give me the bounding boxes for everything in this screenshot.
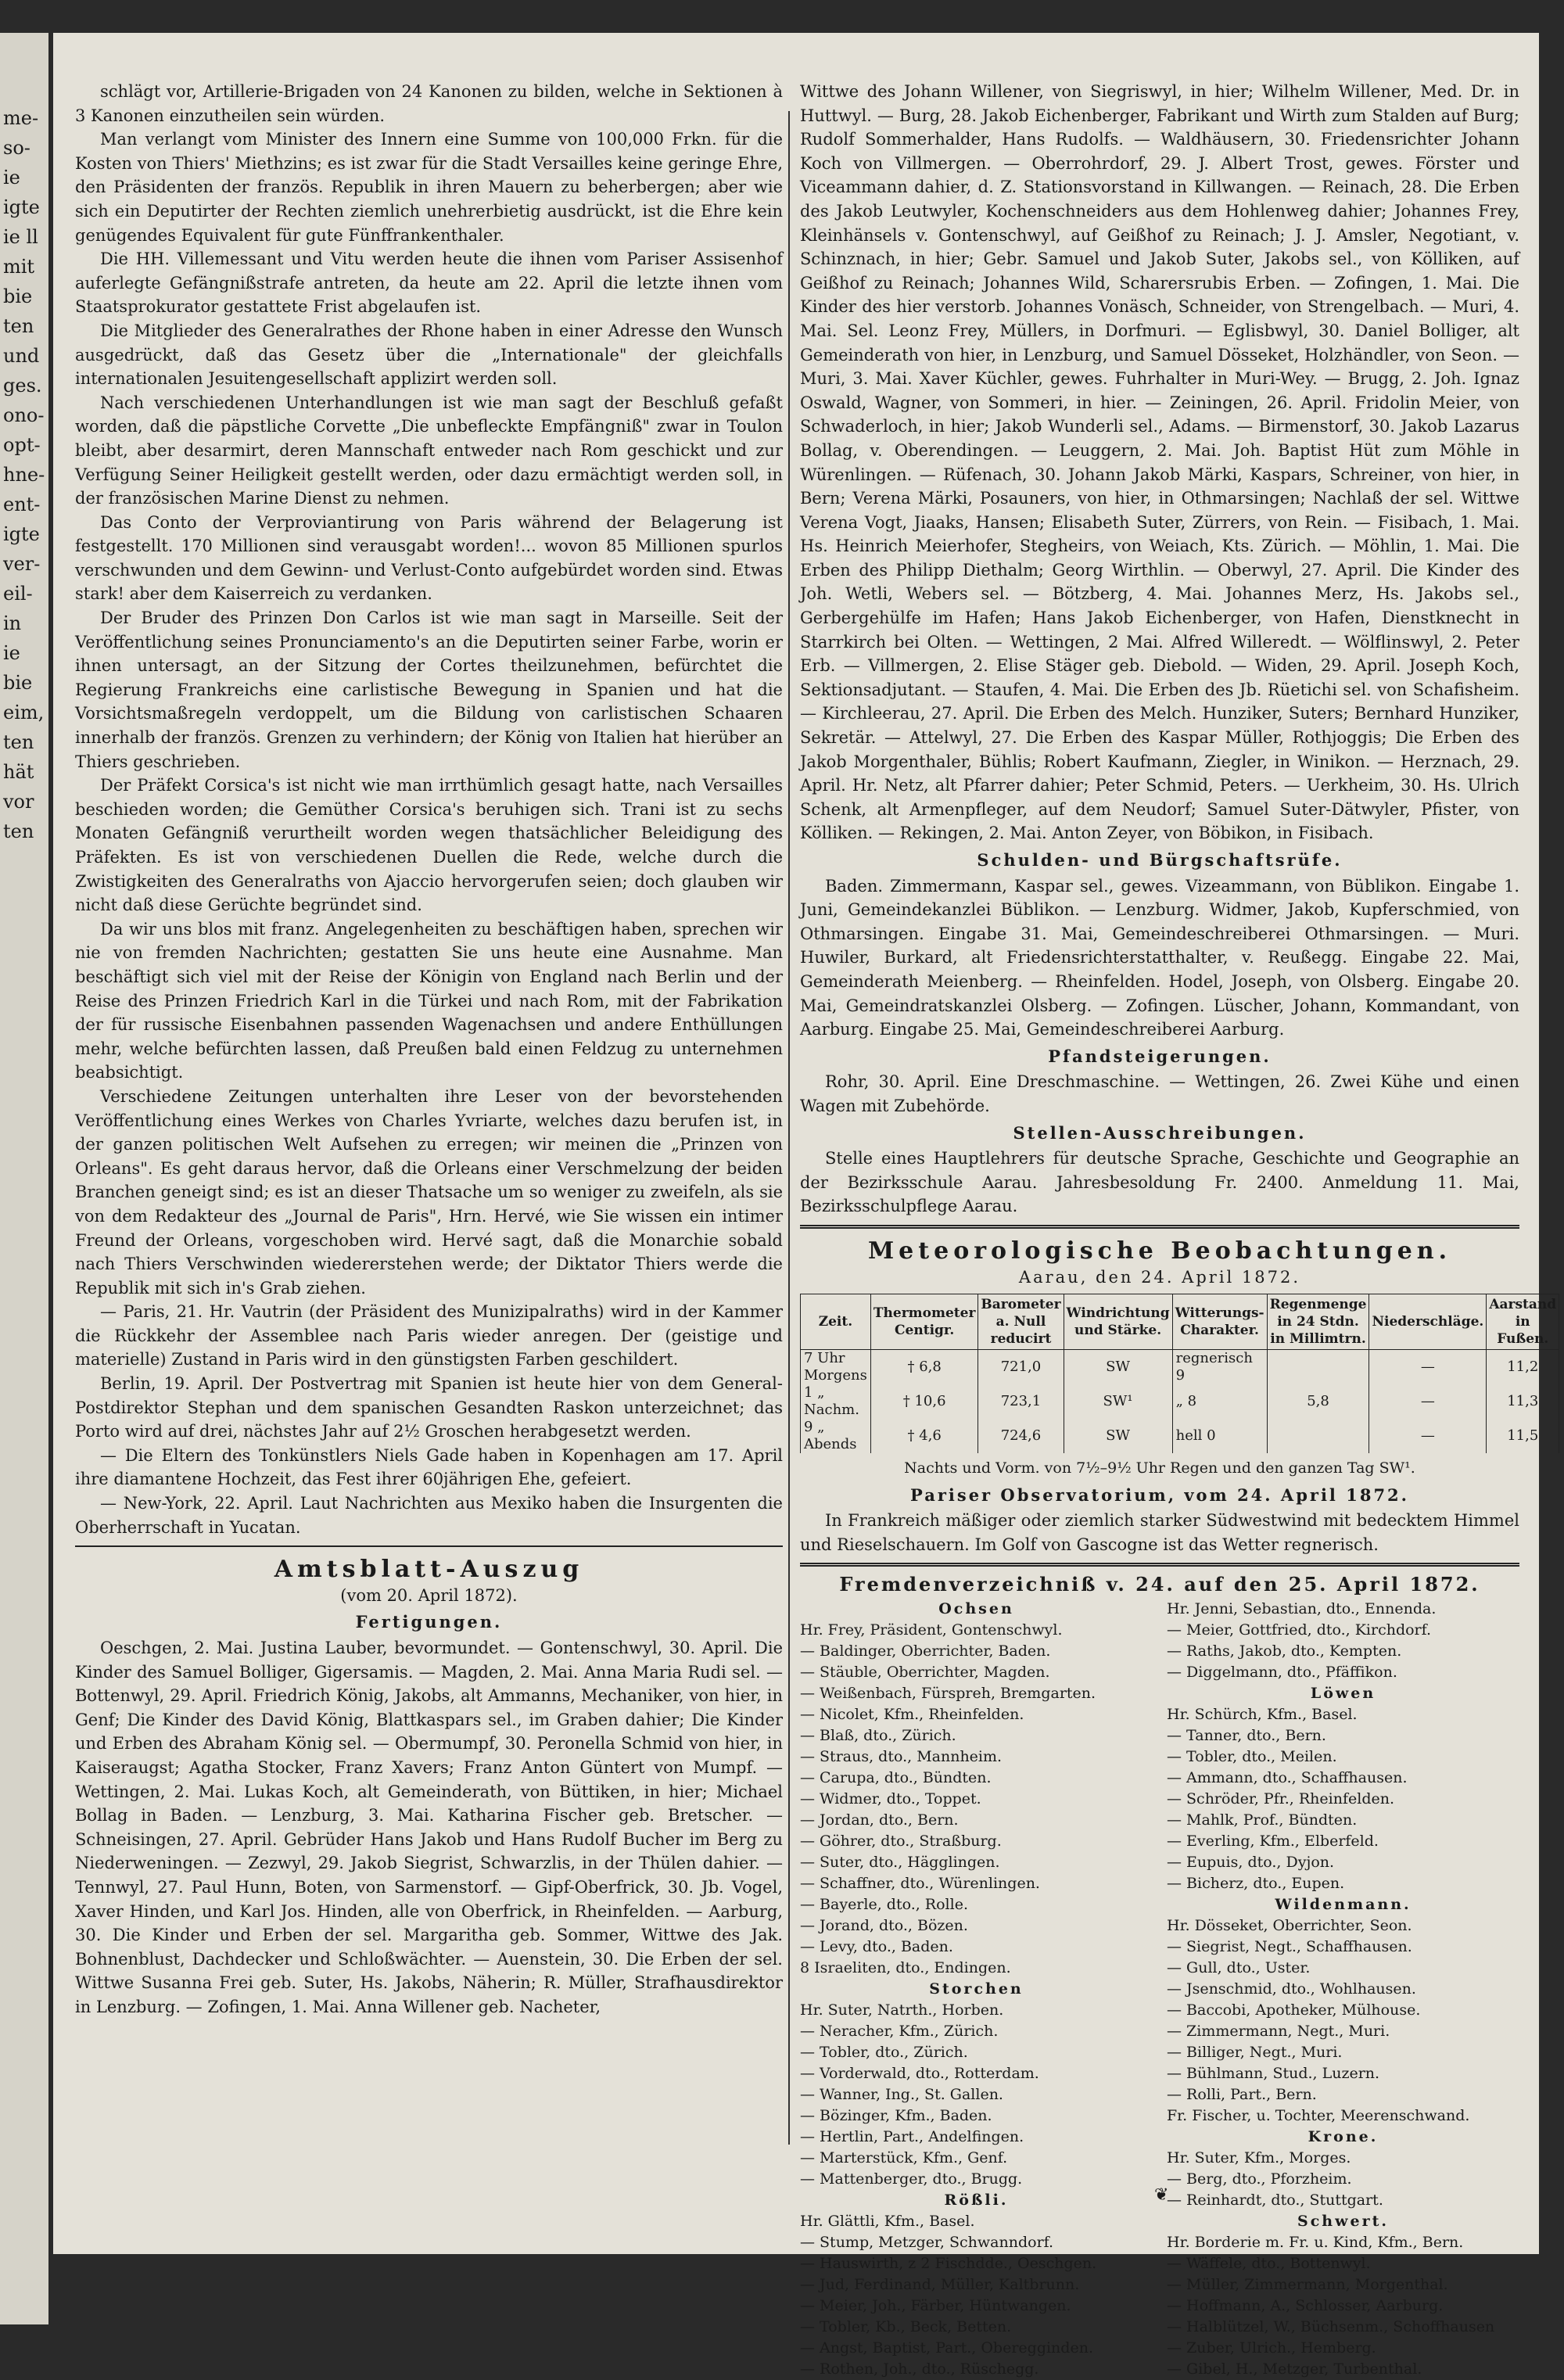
fertigungen-heading: Fertigungen.	[355, 1612, 503, 1632]
hotel-name: Schwert.	[1297, 2213, 1389, 2231]
edge-fragment: ver-	[3, 553, 41, 575]
edge-fragment: igte	[3, 196, 40, 218]
article-paragraph: — New-York, 22. April. Laut Nachrichten aus Mexiko haben die Insurgenten die Oberherrschaft in Yucatan.	[75, 1494, 783, 1537]
table-row	[801, 1419, 1559, 1453]
hotel-name: Rößli.	[944, 2192, 1009, 2209]
list-item: — Hauswirth, z 2 Fischdde., Oeschgen.	[800, 2255, 1097, 2273]
fremdenverzeichnis-title: Fremdenverzeichniß v. 24. auf den 25. April 1872.	[839, 1573, 1480, 1596]
meteo-header-row	[801, 1294, 1559, 1350]
list-item: — Tobler, Kb., Beck, Betten.	[800, 2318, 1012, 2336]
section-divider	[800, 1225, 1519, 1229]
edge-fragment: eim,	[3, 702, 45, 723]
list-item: — Rolli, Part., Bern.	[1167, 2086, 1317, 2104]
meteo-cell-weather: hell 0	[1172, 1419, 1267, 1453]
list-item: — Mahlk, Prof., Bündten.	[1167, 1811, 1358, 1829]
list-item: — Nicolet, Kfm., Rheinfelden.	[800, 1706, 1024, 1724]
stellen-heading: Stellen-Ausschreibungen.	[1013, 1122, 1307, 1143]
meteo-column-header: Zeit.	[801, 1294, 871, 1350]
pfand-text: Rohr, 30. April. Eine Dreschmaschine. — Wettingen, 26. Zwei Kühe und einen Wagen mit Zubehörde.	[800, 1072, 1519, 1115]
meteo-column-header: Regenmenge in 24 Stdn. in Millimtrn.	[1267, 1294, 1369, 1350]
article-paragraph: Verschiedene Zeitungen unterhalten ihre Leser von der bevorstehenden Veröffentlichung eines Werkes von Charles Yvriarte, welches dazu berufen ist, in der ganzen politischen Welt Aufsehen zu erregen; wir meinen die „Prinzen von Orleans". Es geht daraus hervor, daß die Orleans einer Verschmelzung der beiden Branchen geneigt sind; es ist an dieser Thatsache um so weniger zu zweifeln, als sie von dem Redakteur des „Journal de Paris", Hrn. Hervé, wie Sie wissen ein intimer Freund der Orleans, vorgeschoben wird. Hervé sagt, daß die Monarchie sobald nach Thiers Verschwinden wiedererstehen werde; der Diktator Thiers werde die Republik mit sich in's Grab ziehen.	[75, 1086, 783, 1298]
meteo-title: Meteorologische Beobachtungen.	[867, 1237, 1452, 1265]
meteo-column-header: Niederschläge.	[1369, 1294, 1487, 1350]
guest-list-column-1	[800, 1599, 1153, 2380]
hotel-name: Löwen	[1310, 1685, 1376, 1703]
meteo-cell-nieder: —	[1369, 1384, 1487, 1419]
list-item: — Eupuis, dto., Dyjon.	[1167, 1854, 1335, 1872]
meteo-cell-thermo: † 10,6	[870, 1384, 978, 1419]
list-item: — Zimmermann, Negt., Muri.	[1167, 2023, 1390, 2041]
list-item: — Jorand, dto., Bözen.	[800, 1917, 968, 1935]
list-item: — Wäffele, dto., Bottenwyl.	[1167, 2255, 1371, 2273]
list-item: — Wanner, Ing., St. Gallen.	[800, 2086, 1003, 2104]
article-paragraph: Berlin, 19. April. Der Postvertrag mit Spanien ist heute hier von dem General-Postdirektor Stephan und dem spanischen Gesandten Raskon unterzeichnet; das Porto wird auf drei, nächstes Jahr auf 2½ Groschen herabgesetzt werden.	[75, 1374, 783, 1441]
list-item: — Schröder, Pfr., Rheinfelden.	[1167, 1790, 1395, 1808]
table-row	[801, 1384, 1559, 1419]
pfand-heading: Pfandsteigerungen.	[1048, 1046, 1272, 1066]
list-item: — Suter, dto., Hägglingen.	[800, 1854, 1000, 1872]
article-paragraph: Die HH. Villemessant und Vitu werden heute die ihnen vom Pariser Assisenhof auferlegte Gefängnißstrafe antreten, da heute am 22. April die letzte ihnen vom Staatsprokurator gestattete Frist abgelaufen ist.	[75, 249, 783, 317]
stellen-text: Stelle eines Hauptlehrers für deutsche Sprache, Geschichte und Geographie an der Bezirksschule Aarau. Jahresbesoldung Fr. 2400. Anmeldung 11. Mai, Bezirksschulpflege Aarau.	[800, 1149, 1519, 1216]
edge-fragment: und	[3, 345, 40, 367]
edge-fragment: ten	[3, 820, 34, 842]
section-divider	[800, 1563, 1519, 1567]
list-item: — Mattenberger, dto., Brugg.	[800, 2170, 1023, 2188]
guest-list	[800, 1599, 1519, 2380]
newspaper-page	[53, 33, 1557, 2378]
article-paragraph: — Die Eltern des Tonkünstlers Niels Gade haben in Kopenhagen am 17. April ihre diamantene Hochzeit, das Fest ihrer 60jährigen Ehe, gefeiert.	[75, 1445, 783, 1489]
list-item: — Berg, dto., Pforzheim.	[1167, 2170, 1352, 2188]
list-item: — Zuber, Ulrich., Hemberg.	[1167, 2339, 1376, 2357]
meteo-cell-thermo: † 4,6	[870, 1419, 978, 1453]
list-item: Hr. Schürch, Kfm., Basel.	[1167, 1706, 1358, 1724]
meteo-note: Nachts und Vorm. von 7½–9½ Uhr Regen und den ganzen Tag SW¹.	[904, 1459, 1415, 1477]
list-item: — Hertlin, Part., Andelfingen.	[800, 2128, 1024, 2146]
meteo-cell-rain: 5,8	[1267, 1384, 1369, 1419]
meteo-cell-nieder: —	[1369, 1419, 1487, 1453]
edge-fragment: ten	[3, 315, 34, 337]
edge-fragment: igte	[3, 523, 40, 545]
hotel-name: Krone.	[1308, 2128, 1379, 2146]
hotel-name: Storchen	[929, 1980, 1024, 1998]
fertigungen-text: Oeschgen, 2. Mai. Justina Lauber, bevormundet. — Gontenschwyl, 30. April. Die Kinder des Samuel Bolliger, Gigersamis. — Magden, 2. Mai. Anna Maria Rudi sel. — Bottenwyl, 29. April. Friedrich König, Jakobs, alt Ammanns, Mechaniker, von hier, in Genf; Die Kinder des David König, Blattkaspars sel., im Graben dahier; Die Kinder und Erben des Abraham König sel. — Obermumpf, 30. Peronella Schmid von hier, in Kaiseraugst; Agatha Stocker, Franz Xavers; Franz Anton Güntert von Mumpf. — Wettingen, 2. Mai. Lukas Koch, alt Gemeinderath, von Büttiken, in hier; Michael Bollag in Baden. — Lenzburg, 3. Mai. Katharina Fischer geb. Bretscher. — Schneisingen, 27. April. Gebrüder Hans Jakob und Hans Rudolf Bucher im Berg zu Niederweningen. — Zezwyl, 29. Jakob Siegrist, Schwarzlis, in der Thülen dahier. — Tennwyl, 27. Paul Hunn, Boten, von Sarmenstorf. — Gipf-Oberfrick, 30. Jb. Vogel, Xaver Hinden, und Karl Jos. Hinden, alle von Oberfrick, in Rheinfelden. — Aarburg, 30. Die Kinder und Erben der sel. Margaritha geb. Sommer, Wittwe des Jak. Bohnenblust, Dachdecker und Schloßwächter. — Auenstein, 30. Die Erben der sel. Wittwe Susanna Frei geb. Suter, Hs. Jakobs, Näherin; R. Müller, Strafhausdirektor in Lenzburg. — Zofingen, 1. Mai. Anna Willener geb. Nacheter,	[75, 1639, 783, 2016]
edge-fragment: bie	[3, 285, 33, 307]
schulden-heading: Schulden- und Bürgschaftsrüfe.	[977, 850, 1343, 870]
list-item: — Baccobi, Apotheker, Mülhouse.	[1167, 2001, 1421, 2019]
list-item: Hr. Glättli, Kfm., Basel.	[800, 2213, 975, 2231]
list-item: — Stäuble, Oberrichter, Magden.	[800, 1664, 1050, 1682]
meteo-cell-aar: 11,3	[1487, 1384, 1559, 1419]
list-item: — Tanner, dto., Bern.	[1167, 1727, 1326, 1745]
list-item: Hr. Suter, Kfm., Morges.	[1167, 2149, 1351, 2167]
edge-fragment: ie	[3, 167, 20, 188]
table-row	[801, 1350, 1559, 1385]
meteo-cell-baro: 723,1	[978, 1384, 1064, 1419]
article-paragraph: Der Bruder des Prinzen Don Carlos ist wie man sagt in Marseille. Seit der Veröffentlichung seines Pronunciamento's an die Deputirten seiner Farbe, worin er ihnen untersagt, an der Sitzung der Cortes theilzunehmen, befürchtet die Regierung Frankreichs eine carlistische Bewegung in Spanien und hat die Vorsichtsmaßregeln verdoppelt, um die Bildung von carlistischen Schaaren innerhalb der französ. Grenzen zu verhindern; der König von Italien hat hierüber an Thiers geschrieben.	[75, 608, 783, 771]
meteo-cell-wind: SW	[1064, 1419, 1172, 1453]
adjacent-page-edge	[0, 33, 48, 2324]
list-item: 8 Israeliten, dto., Endingen.	[800, 1959, 1011, 1977]
meteo-cell-aar: 11,5	[1487, 1419, 1559, 1453]
edge-fragment: in	[3, 612, 22, 634]
list-item: — Müller, Zimmermann, Morgenthal.	[1167, 2276, 1448, 2294]
news-articles	[75, 80, 783, 1539]
hotel-name: Ochsen	[938, 1600, 1014, 1618]
list-item: Hr. Frey, Präsident, Gontenschwyl.	[800, 1621, 1063, 1639]
list-item: — Carupa, dto., Bündten.	[800, 1769, 992, 1787]
meteo-column-header: Witterungs-Charakter.	[1172, 1294, 1267, 1350]
list-item: — Gull, dto., Uster.	[1167, 1959, 1311, 1977]
paris-observatory-heading: Pariser Observatorium, vom 24. April 1872.	[910, 1484, 1409, 1505]
right-column	[800, 80, 1557, 2378]
list-item: — Straus, dto., Mannheim.	[800, 1748, 1003, 1766]
list-item: — Neracher, Kfm., Zürich.	[800, 2023, 999, 2041]
list-item: — Rothen, Joh., dto., Rüschegg.	[800, 2360, 1039, 2378]
list-item: — Bayerle, dto., Rolle.	[800, 1896, 968, 1914]
list-item: Hr. Borderie m. Fr. u. Kind, Kfm., Bern.	[1167, 2234, 1464, 2252]
list-item: Hr. Jenni, Sebastian, dto., Ennenda.	[1167, 1600, 1437, 1618]
meteo-cell-wind: SW¹	[1064, 1384, 1172, 1419]
meteo-cell-weather: „ 8	[1172, 1384, 1267, 1419]
hotel-name: Wildenmann.	[1275, 1896, 1412, 1914]
meteo-cell-weather: regnerisch 9	[1172, 1350, 1267, 1385]
edge-fragment: eil-	[3, 583, 33, 605]
meteo-cell-thermo: † 6,8	[870, 1350, 978, 1385]
edge-fragment: mit	[3, 256, 35, 278]
list-item: — Levy, dto., Baden.	[800, 1938, 953, 1956]
edge-fragment: ten	[3, 731, 34, 753]
article-paragraph: Der Präfekt Corsica's ist nicht wie man irrthümlich gesagt hatte, nach Versailles beschieden worden; die Gemüther Corsica's beruhigen sich. Trani ist zu sechs Monaten Gefängniß verurtheilt worden wegen thatsächlicher Beleidigung des Präfekten. Es ist von verschiedenen Duellen die Rede, welche durch die Zwistigkeiten des Generalraths von Ajaccio hervorgerufen seien; doch glauben wir nicht daß diese Gerüchte begründet sind.	[75, 776, 783, 915]
edge-fragment: hne-	[3, 464, 45, 486]
list-item: — Diggelmann, dto., Pfäffikon.	[1167, 1664, 1397, 1682]
meteo-column-header: Windrichtung und Stärke.	[1064, 1294, 1172, 1350]
edge-fragment: ges.	[3, 375, 42, 397]
edge-fragment: so-	[3, 137, 30, 159]
list-item: — Tobler, dto., Meilen.	[1167, 1748, 1337, 1766]
meteo-cell-aar: 11,2	[1487, 1350, 1559, 1385]
list-item: — Weißenbach, Fürspreh, Bremgarten.	[800, 1685, 1096, 1703]
list-item: Hr. Dösseket, Oberrichter, Seon.	[1167, 1917, 1412, 1935]
section-divider	[75, 1545, 783, 1547]
article-paragraph: Die Mitglieder des Generalrathes der Rhone haben in einer Adresse den Wunsch ausgedrückt, daß das Gesetz über die „Internationale" der gleichfalls internationalen Jesuitengesellschaft applizirt werden soll.	[75, 321, 783, 389]
meteo-subtitle: Aarau, den 24. April 1872.	[1018, 1267, 1301, 1287]
list-item: — Marterstück, Kfm., Genf.	[800, 2149, 1008, 2167]
edge-fragment: ent-	[3, 494, 41, 515]
list-item: — Meier, Gottfried, dto., Kirchdorf.	[1167, 1621, 1432, 1639]
article-paragraph: Da wir uns blos mit franz. Angelegenheiten zu beschäftigen haben, sprechen wir nie von fremden Nachrichten; gestatten Sie uns heute eine Ausnahme. Man beschäftigt sich viel mit der Reise der Königin von England nach Berlin und der Reise des Prinzen Friedrich Karl in die Türkei und nach Rom, mit der Fabrikation der für russische Eisenbahnen passenden Wagenachsen und andere Enthüllungen mehr, welche befürchten lassen, daß Preußen bald einen Feldzug zu unternehmen beabsichtigt.	[75, 919, 783, 1082]
meteo-cell-rain	[1267, 1350, 1369, 1385]
list-item: — Gibel, H., Metzger, Turbenthal.	[1167, 2360, 1422, 2378]
meteo-cell-nieder: —	[1369, 1350, 1487, 1385]
meteo-cell-baro: 724,6	[978, 1419, 1064, 1453]
list-item: Hr. Suter, Natrth., Horben.	[800, 2001, 1004, 2019]
article-paragraph: Nach verschiedenen Unterhandlungen ist wie man sagt der Beschluß gefaßt worden, daß die päpstliche Corvette „Die unbefleckte Empfängniß" zwar in Toulon bleibt, aber desarmirt, deren Mannschaft entweder nach Rom geschickt und zur Verfügung Seiner Heiligkeit gestellt werden, oder dazu ermächtigt werden soll, in der französischen Marine Dienst zu nehmen.	[75, 393, 783, 508]
printer-ornament: ❦	[1154, 2185, 1169, 2205]
list-item: — Ammann, dto., Schaffhausen.	[1167, 1769, 1408, 1787]
list-item: — Baldinger, Oberrichter, Baden.	[800, 1642, 1051, 1660]
list-item: — Bühlmann, Stud., Luzern.	[1167, 2065, 1380, 2083]
list-item: — Widmer, dto., Toppet.	[800, 1790, 981, 1808]
list-item: — Billiger, Negt., Muri.	[1167, 2044, 1343, 2062]
edge-fragment: bie	[3, 672, 33, 694]
meteo-column-header: Thermometer Centigr.	[870, 1294, 978, 1350]
left-column	[75, 80, 783, 2160]
edge-fragment: ono-	[3, 404, 45, 426]
list-item: — Tobler, dto., Zürich.	[800, 2044, 968, 2062]
list-item: — Siegrist, Negt., Schaffhausen.	[1167, 1938, 1412, 1956]
list-item: — Blaß, dto., Zürich.	[800, 1727, 956, 1745]
list-item: — Everling, Kfm., Elberfeld.	[1167, 1833, 1379, 1851]
paris-observatory-text: In Frankreich mäßiger oder ziemlich starker Südwestwind mit bedecktem Himmel und Rieselschauern. Im Golf von Gascogne ist das Wetter regnerisch.	[800, 1511, 1519, 1554]
list-item: — Raths, Jakob, dto., Kempten.	[1167, 1642, 1402, 1660]
list-item: — Halblützel, W., Büchsenm., Schoffhausen	[1167, 2318, 1495, 2336]
edge-fragment: ie	[3, 642, 20, 664]
edge-fragment: opt-	[3, 434, 41, 456]
list-item: — Reinhardt, dto., Stuttgart.	[1167, 2192, 1383, 2209]
list-item: — Bicherz, dto., Eupen.	[1167, 1875, 1345, 1893]
list-item: — Hoffmann, A., Schlosser, Aarburg.	[1167, 2297, 1444, 2315]
list-item: — Jordan, dto., Bern.	[800, 1811, 959, 1829]
edge-fragment: vor	[3, 791, 34, 813]
edge-fragment: me-	[3, 107, 39, 129]
meteo-cell-baro: 721,0	[978, 1350, 1064, 1385]
list-item: Fr. Fischer, u. Tochter, Meerenschwand.	[1167, 2107, 1470, 2125]
meteo-cell-time: 9 „ Abends	[801, 1419, 871, 1453]
list-item: — Göhrer, dto., Straßburg.	[800, 1833, 1002, 1851]
meteo-column-header: Barometer a. Null reducirt	[978, 1294, 1064, 1350]
amtsblatt-date: (vom 20. April 1872).	[340, 1585, 518, 1605]
list-item: — Jud, Ferdinand, Müller, Kaltbrunn.	[800, 2276, 1080, 2294]
meteo-cell-time: 7 Uhr Morgens	[801, 1350, 871, 1385]
list-item: — Jsenschmid, dto., Wohlhausen.	[1167, 1980, 1416, 1998]
article-paragraph: Man verlangt vom Minister des Innern eine Summe von 100,000 Frkn. für die Kosten von Thiers' Miethzins; es ist zwar für die Stadt Versailles keine geringe Ehre, den Präsidenten der französ. Republik in ihren Mauern zu beherbergen; aber wie sich ein Deputirter der Rechten ziemlich unehrerbietig ausdrückt, ist die Ehre kein genügendes Equivalent für gute Fünffrankenthaler.	[75, 130, 783, 245]
meteo-column-header: Aarstand in Fußen.	[1487, 1294, 1559, 1350]
list-item: — Schaffner, dto., Würenlingen.	[800, 1875, 1040, 1893]
list-item: — Bözinger, Kfm., Baden.	[800, 2107, 992, 2125]
edge-fragment: hät	[3, 761, 34, 783]
article-paragraph: — Paris, 21. Hr. Vautrin (der Präsident des Munizipalraths) wird in der Kammer die Rückkehr der Assemblee nach Paris wieder anregen. Der (geistige und materielle) Zustand in Paris wird in den günstigsten Farben geschildert.	[75, 1302, 783, 1369]
guest-list-column-2	[1167, 1599, 1519, 2380]
meteo-table	[800, 1294, 1559, 1453]
list-item: — Angst, Baptist, Part., Oberegginden.	[800, 2339, 1093, 2357]
list-item: — Meier, Joh., Färber, Hüntwangen.	[800, 2297, 1071, 2315]
meteo-cell-wind: SW	[1064, 1350, 1172, 1385]
list-item: — Vorderwald, dto., Rotterdam.	[800, 2065, 1039, 2083]
edge-fragment: ie ll	[3, 226, 38, 248]
list-item: — Stump, Metzger, Schwanndorf.	[800, 2234, 1054, 2252]
article-paragraph: schlägt vor, Artillerie-Brigaden von 24 Kanonen zu bilden, welche in Sektionen à 3 Kanonen einzutheilen sein würden.	[75, 82, 783, 125]
meteo-table-body	[801, 1350, 1559, 1454]
amtsblatt-title: Amtsblatt-Auszug	[274, 1556, 584, 1584]
schulden-text: Baden. Zimmermann, Kaspar sel., gewes. Vizeammann, von Büblikon. Eingabe 1. Juni, Gemeindekanzlei Büblikon. — Lenzburg. Widmer, Jakob, Kupferschmied, von Othmarsingen. Eingabe 31. Mai, Gemeindeschreiberei Othmarsingen. — Muri. Huwiler, Burkard, alt Friedensrichterstatthalter, v. Reußegg. Eingabe 22. Mai, Gemeinderath Meienberg. — Rheinfelden. Hodel, Joseph, von Olsberg. Eingabe 20. Mai, Gemeindratskanzlei Olsberg. — Zofingen. Lüscher, Johann, Kommandant, von Aarburg. Eingabe 25. Mai, Gemeindeschreiberei Aarburg.	[800, 876, 1519, 1039]
fertigungen-continued: Wittwe des Johann Willener, von Siegriswyl, in hier; Wilhelm Willener, Med. Dr. in Huttwyl. — Burg, 28. Jakob Eichenberger, Fabrikant und Wirth zum Stalden auf Burg; Rudolf Sommerhalder, Hans Rudolfs. — Waldhäusern, 30. Friedensrichter Johann Koch von Villmergen. — Oberrohrdorf, 29. J. Albert Trost, gewes. Förster und Viceammann dahier, d. Z. Stationsvorstand in Killwangen. — Reinach, 28. Die Erben des Jakob Leutwyler, Kochenschneiders aus dem Hohlenweg dahier; Johannes Frey, Kleinhänsels v. Gontenschwyl, auf Geißhof zu Reinach; J. J. Amsler, Negotiant, v. Schinznach, in hier; Gebr. Samuel und Jakob Suter, Jakobs sel., von Kölliken, auf Geißhof zu Reinach; Johannes Wild, Scharersrubis Erben. — Zofingen, 1. Mai. Die Kinder des hier verstorb. Johannes Vonäsch, Schneider, von Strengelbach. — Muri, 4. Mai. Sel. Leonz Frey, Müllers, in Dorfmuri. — Eglisbwyl, 30. Daniel Bolliger, alt Gemeinderath von hier, in Lenzburg, und Samuel Dösseket, Holzhändler, von Seon. — Muri, 3. Mai. Xaver Küchler, gewes. Fuhrhalter in Muri-Wey. — Brugg, 2. Joh. Ignaz Oswald, Wagner, von Sommeri, in hier. — Zeiningen, 26. April. Fridolin Meier, von Schwaderloch, in hier; Jakob Wunderli sel., Adams. — Birmenstorf, 30. Jakob Lazarus Bollag, v. Oberendingen. — Leuggern, 2. Mai. Joh. Baptist Hüt zum Möhle in Würenlingen. — Rüfenach, 30. Johann Jakob Märki, Kaspars, Schreiner, von hier, in Bern; Verena Märki, Posauners, von hier, in Othmarsingen; Nachlaß der sel. Wittwe Verena Vogt, Jiaaks, Hansen; Elisabeth Suter, Zürrers, von Rein. — Fisibach, 1. Mai. Hs. Heinrich Meierhofer, Stegheirs, von Weiach, Kts. Zürich. — Möhlin, 1. Mai. Die Erben des Philipp Diethalm; Georg Wirthlin. — Oberwyl, 27. April. Die Kinder des Joh. Wetli, Webers sel. — Bötzberg, 4. Mai. Johannes Merz, Hs. Jakobs sel., Gerbergehülfe im Hafen; Hans Jakob Eichenberger, von Hafen, Dienstknecht in Starrkirch bei Olten. — Wettingen, 2 Mai. Alfred Willeredt. — Wölflinswyl, 2. Peter Erb. — Villmergen, 2. Elise Stäger geb. Diebold. — Widen, 29. April. Joseph Koch, Sektionsadjutant. — Staufen, 4. Mai. Die Erben des Jb. Rüetichi sel. von Schafisheim. — Kirchleerau, 27. April. Die Erben des Melch. Hunziker, Suters; Bernhard Hunziker, Sekretär. — Attelwyl, 27. Die Erben des Kaspar Müller, Rothjoggis; Die Erben des Jakob Morgenthaler, Bühlis; Robert Kaufmann, Ziegler, in Winikon. — Herznach, 29. April. Hr. Netz, alt Pfarrer dahier; Peter Schmid, Peters. — Uerkheim, 30. Hs. Ulrich Schenk, alt Armenpfleger, auf dem Neudorf; Samuel Suter-Dätwyler, Pfister, von Kölliken. — Rekingen, 2. Mai. Anton Zeyer, von Böbikon, in Fisibach.	[800, 82, 1519, 843]
meteo-cell-rain	[1267, 1419, 1369, 1453]
column-rule	[788, 111, 790, 2145]
meteo-cell-time: 1 „ Nachm.	[801, 1384, 871, 1419]
article-paragraph: Das Conto der Verproviantirung von Paris während der Belagerung ist festgestellt. 170 Millionen sind verausgabt worden!... wovon 85 Millionen spurlos verschwunden und dem Gewinn- und Verlust-Conto aufgebürdet worden sind. Etwas stark! aber dem Kaiserreich zu verdanken.	[75, 512, 783, 604]
